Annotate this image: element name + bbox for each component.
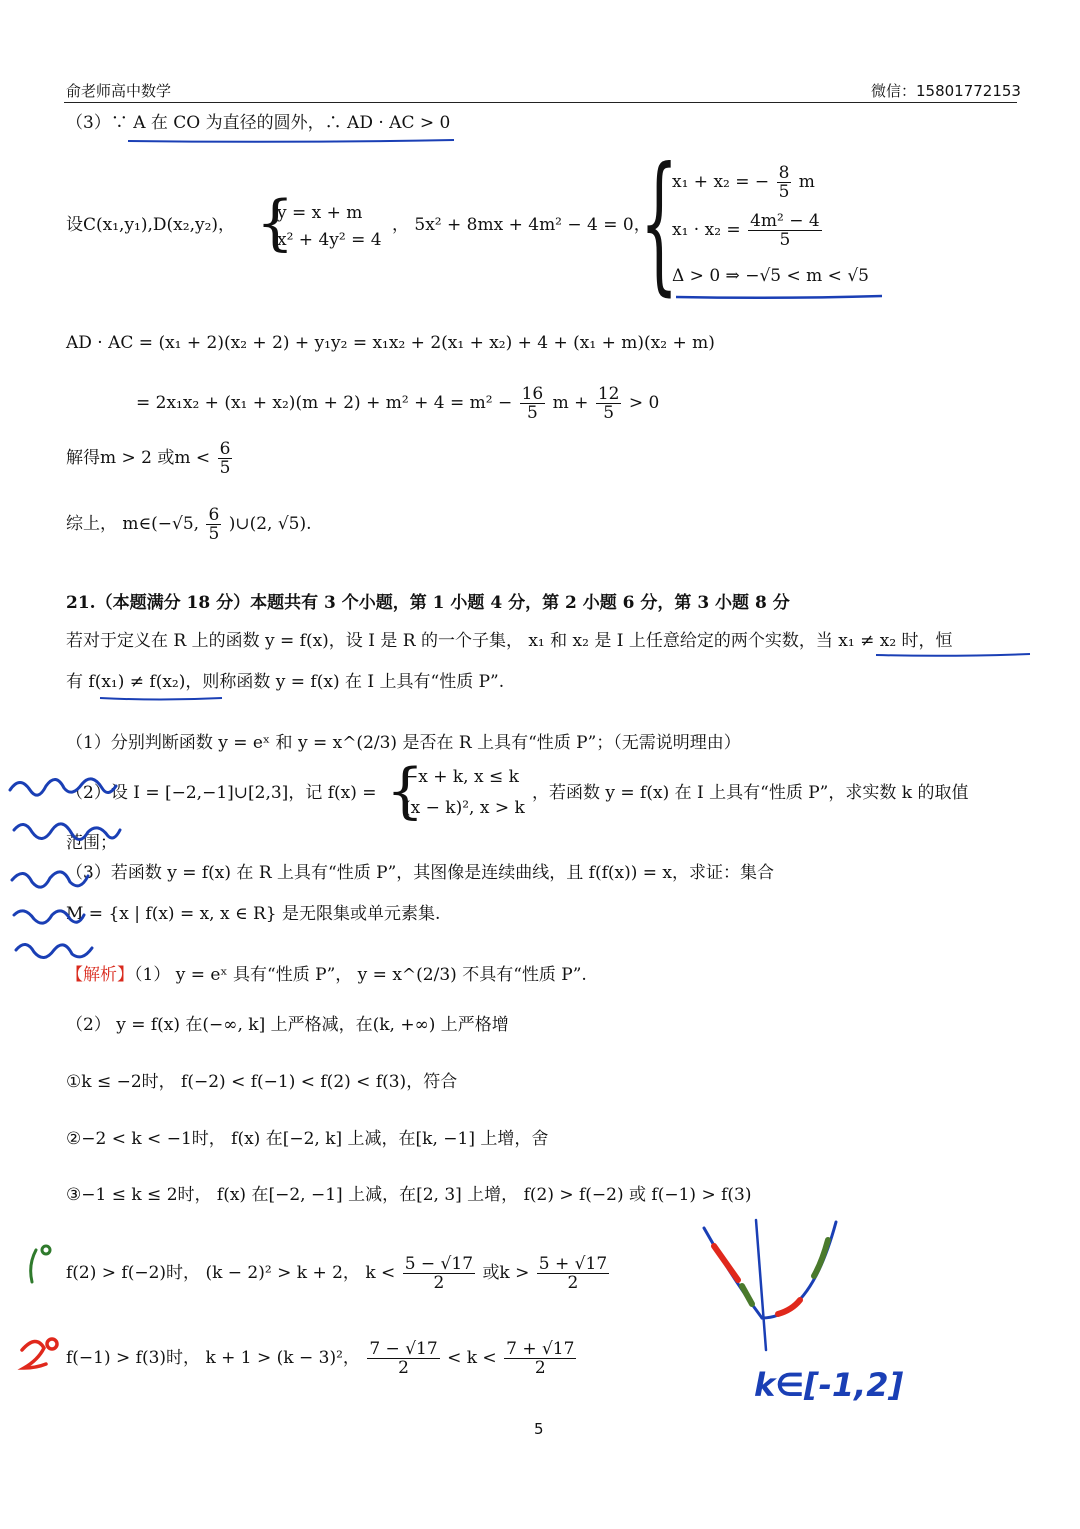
- underline-stem-2: [100, 698, 222, 700]
- vieta-prod-den: 5: [779, 230, 791, 250]
- q21-sub-2-lead: （2）设 I = [−2,−1]∪[2,3]，记 f(x) =: [66, 783, 377, 803]
- ineq2-lead: f(−1) > f(3)时， k + 1 > (k − 3)²，: [66, 1348, 360, 1368]
- setup-points: 设C(x₁,y₁),D(x₂,y₂)，: [66, 215, 236, 235]
- solution-part-1-text: （1） y = eˣ 具有“性质 P”， y = x^(2/3) 不具有“性质 P”.: [134, 965, 587, 985]
- dot2-frac-1-den: 5: [527, 403, 538, 423]
- q21-stem-line-2: 有 f(x₁) ≠ f(x₂)，则称函数 y = f(x) 在 I 上具有“性质 P”.: [66, 672, 505, 692]
- underline-stem: [876, 654, 1030, 656]
- solution-part-2: （2） y = f(x) 在(−∞, k] 上严格减，在(k, +∞) 上严格增: [66, 1015, 509, 1035]
- solution-case-2: ②−2 < k < −1时， f(x) 在[−2, k] 上减，在[k, −1] 上增，舍: [66, 1129, 549, 1149]
- q21-sub-1: （1）分别判断函数 y = eˣ 和 y = x^(2/3) 是否在 R 上具有“性质 P”；（无需说明理由）: [66, 733, 741, 753]
- ineq1-mid: 或k >: [482, 1263, 530, 1283]
- ineq2-mid: < k <: [447, 1348, 497, 1368]
- system-line-2: x² + 4y² = 4: [277, 230, 382, 250]
- sketch-axis: [756, 1220, 766, 1350]
- margin-note-scribble: [10, 779, 120, 958]
- bullet-2-ink: [22, 1339, 57, 1368]
- vieta-sum-m: m: [798, 172, 815, 192]
- q21-sub-3-line-1: （3）若函数 y = f(x) 在 R 上具有“性质 P”，其图像是连续曲线，且 f(f(x)) = x，求证：集合: [66, 863, 774, 883]
- ineq2-frac-2-num: 7 + √17: [506, 1339, 575, 1359]
- solve-frac-num: 6: [219, 439, 231, 459]
- vieta-sum-lhs: x₁ + x₂ = −: [672, 172, 770, 192]
- conclusion-tail: )∪(2, √5).: [228, 514, 312, 534]
- solve-frac-den: 5: [219, 458, 231, 478]
- handwritten-answer: k∈[-1,2]: [754, 1366, 904, 1404]
- solution-case-3: ③−1 ≤ k ≤ 2时， f(x) 在[−2, −1] 上减，在[2, 3] 上增， f(2) > f(−2) 或 f(−1) > f(3): [66, 1185, 752, 1205]
- vieta-prod-lhs: x₁ · x₂ =: [672, 220, 741, 240]
- vieta-sum-den: 5: [778, 182, 790, 202]
- ineq1-frac-2-den: 2: [567, 1273, 579, 1293]
- dot2-frac-2-num: 12: [597, 384, 620, 404]
- piecewise-brace: {: [386, 756, 425, 826]
- ineq1-frac-1-den: 2: [433, 1273, 445, 1293]
- sketch-green-left: [742, 1286, 752, 1304]
- underline-condition: [128, 140, 454, 142]
- dot2-mid: m +: [552, 393, 589, 413]
- dot2-lhs: = 2x₁x₂ + (x₁ + x₂)(m + 2) + m² + 4 = m² −: [136, 393, 513, 413]
- dot2-frac-1-num: 16: [521, 384, 544, 404]
- system-brace: {: [256, 188, 295, 258]
- ineq1-lead: f(2) > f(−2)时， (k − 2)² > k + 2， k <: [66, 1263, 396, 1283]
- ineq2-frac-2-den: 2: [534, 1358, 546, 1378]
- vieta-brace: {: [640, 136, 679, 310]
- part3-condition: （3）∵ A 在 CO 为直径的圆外，∴ AD · AC > 0: [66, 113, 451, 133]
- q21-sub-2-ask: ，若函数 y = f(x) 在 I 上具有“性质 P”，求实数 k 的取值: [532, 783, 969, 803]
- dot2-frac-2-den: 5: [603, 403, 615, 423]
- ineq1-frac-1-num: 5 − √17: [404, 1254, 474, 1274]
- header-right: 微信：15801772153: [871, 82, 1021, 100]
- sketch-red-left: [714, 1246, 738, 1280]
- conclusion-frac-num: 6: [208, 505, 220, 525]
- header-left: 俞老师高中数学: [66, 82, 172, 100]
- sketch-graph: [704, 1220, 836, 1350]
- bullet-1-ink: [31, 1246, 50, 1282]
- dot2-tail: > 0: [628, 393, 660, 413]
- ineq2-frac-1-den: 2: [398, 1358, 409, 1378]
- sketch-red-right: [778, 1300, 800, 1314]
- q21-stem-line-1: 若对于定义在 R 上的函数 y = f(x)，设 I 是 R 的一个子集， x₁ 和 x₂ 是 I 上任意给定的两个实数，当 x₁ ≠ x₂ 时，恒: [66, 631, 953, 651]
- dot-product-line-1: AD · AC = (x₁ + 2)(x₂ + 2) + y₁y₂ = x₁x₂ + 2(x₁ + x₂) + 4 + (x₁ + m)(x₂ + m): [66, 333, 715, 353]
- quadratic-equation: ， 5x² + 8mx + 4m² − 4 = 0，: [392, 215, 651, 235]
- conclusion-text: 综上， m∈(−√5,: [66, 514, 200, 534]
- piecewise-case-1: −x + k, x ≤ k: [404, 767, 519, 787]
- vieta-prod-num: 4m² − 4: [750, 211, 820, 231]
- vieta-sum-num: 8: [778, 163, 790, 183]
- q21-sub-2-tail: 范围；: [66, 833, 117, 853]
- q21-title: 21.（本题满分 18 分）本题共有 3 个小题，第 1 小题 4 分，第 2 小题 6 分，第 3 小题 8 分: [66, 593, 790, 613]
- page-number: 5: [534, 1420, 544, 1438]
- sketch-green-right: [814, 1240, 828, 1276]
- ineq2-frac-1-num: 7 − √17: [369, 1339, 438, 1359]
- q21-sub-3-line-2: M = {x | f(x) = x, x ∈ R} 是无限集或单元素集.: [66, 904, 441, 924]
- system-line-1: y = x + m: [277, 203, 363, 223]
- ineq1-frac-2-num: 5 + √17: [538, 1254, 608, 1274]
- underline-discriminant: [676, 296, 882, 298]
- solve-text: 解得m > 2 或m <: [66, 448, 211, 468]
- discriminant: Δ > 0 ⇒ −√5 < m < √5: [672, 266, 869, 286]
- solution-tag: 【解析】: [66, 965, 134, 985]
- solution-case-1: ①k ≤ −2时， f(−2) < f(−1) < f(2) < f(3)，符合: [66, 1072, 458, 1092]
- conclusion-frac-den: 5: [208, 524, 220, 544]
- piecewise-case-2: (x − k)², x > k: [404, 798, 525, 818]
